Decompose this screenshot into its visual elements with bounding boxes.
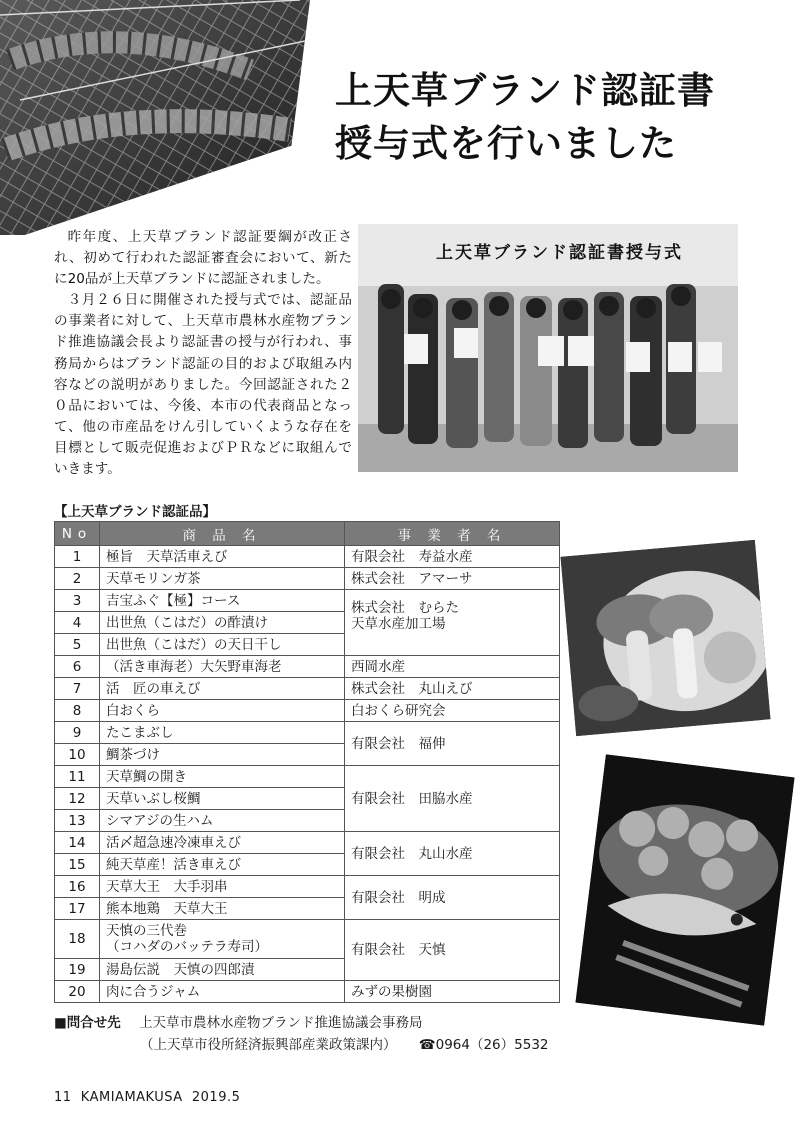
table-row — [55, 766, 560, 788]
row-product: たこまぶし — [100, 722, 345, 744]
row-no: 12 — [55, 788, 100, 810]
table-row — [55, 832, 560, 854]
row-company: 有限会社 天慎 — [345, 920, 560, 981]
table-row — [55, 590, 560, 612]
row-product: 天草鯛の開き — [100, 766, 345, 788]
row-no: 19 — [55, 959, 100, 981]
row-company: 株式会社 丸山えび — [345, 678, 560, 700]
table-row — [55, 722, 560, 744]
intro-paragraph-1: 昨年度、上天草ブランド認証要綱が改正され、初めて行われた認証審査会において、新たに20品が上天草ブランドに認証されました。 — [54, 229, 352, 288]
table-row — [55, 678, 560, 700]
intro-paragraph-2: ３月２６日に開催された授与式では、認証品の事業者に対して、上天草市農林水産物ブランド推進協議会長より認証書の授与が行われ、事務局からはブランド認証の目的および取組み内容などの説明がありました。今回認証された２０品においては、今後、本市の代表商品となって、他の市産品をけん引していくような存在を目標として販売促進およびＰＲなどに取組んでいきます。 — [54, 292, 352, 478]
table-row — [55, 568, 560, 590]
row-product: 湯島伝説 天慎の四郎漬 — [100, 959, 345, 981]
row-product: 純天草産！活き車えび — [100, 854, 345, 876]
row-company: 白おくら研究会 — [345, 700, 560, 722]
row-product: 鯛茶づけ — [100, 744, 345, 766]
row-no: 18 — [55, 920, 100, 959]
contact-detail — [140, 1033, 549, 1053]
row-product: （活き車海老）大矢野車海老 — [100, 656, 345, 678]
row-no: 8 — [55, 700, 100, 722]
contact-phone: ☎0964（26）5532 — [418, 1037, 549, 1053]
table-header-row — [55, 522, 560, 546]
row-no: 11 — [55, 766, 100, 788]
row-product: 活〆超急速冷凍車えび — [100, 832, 345, 854]
row-company: 有限会社 明成 — [345, 876, 560, 920]
row-no: 14 — [55, 832, 100, 854]
row-no: 3 — [55, 590, 100, 612]
contact-info — [54, 1011, 423, 1031]
contact-dept: （上天草市役所経済振興部産業政策課内） — [140, 1037, 397, 1053]
row-no: 9 — [55, 722, 100, 744]
row-no: 13 — [55, 810, 100, 832]
table-row — [55, 700, 560, 722]
row-product: 出世魚（こはだ）の天日干し — [100, 634, 345, 656]
page-title-line1: 上天草ブランド認証書 — [335, 69, 715, 112]
row-no: 7 — [55, 678, 100, 700]
row-no: 5 — [55, 634, 100, 656]
column-header-product: 商 品 名 — [100, 522, 345, 546]
row-product: 吉宝ふぐ【極】コース — [100, 590, 345, 612]
row-no: 16 — [55, 876, 100, 898]
row-product: 極旨 天草活車えび — [100, 546, 345, 568]
ceremony-banner: 上天草ブランド認証書授与式 — [436, 243, 683, 263]
row-product: 天草大王 大手羽串 — [100, 876, 345, 898]
row-product: シマアジの生ハム — [100, 810, 345, 832]
row-company: 有限会社 寿益水産 — [345, 546, 560, 568]
row-product: 天草モリンガ茶 — [100, 568, 345, 590]
page-title-line2: 授与式を行いました — [335, 122, 677, 165]
intro-text — [54, 227, 352, 480]
row-company: 西岡水産 — [345, 656, 560, 678]
table-row — [55, 920, 560, 959]
row-product: 熊本地鶏 天草大王 — [100, 898, 345, 920]
row-company: 有限会社 福伸 — [345, 722, 560, 766]
contact-org: 上天草市農林水産物ブランド推進協議会事務局 — [139, 1015, 423, 1031]
column-header-company: 事 業 者 名 — [345, 522, 560, 546]
table-row — [55, 981, 560, 1003]
seafood-photo — [575, 754, 794, 1025]
row-company: 有限会社 丸山水産 — [345, 832, 560, 876]
row-no: 15 — [55, 854, 100, 876]
mushroom-photo — [561, 540, 771, 736]
row-product: 活 匠の車えび — [100, 678, 345, 700]
row-company: 株式会社 むらた 天草水産加工場 — [345, 590, 560, 656]
row-no: 4 — [55, 612, 100, 634]
row-company: 株式会社 アマーサ — [345, 568, 560, 590]
row-no: 6 — [55, 656, 100, 678]
certified-products-table — [54, 521, 560, 1003]
row-product: 天草いぶし桜鯛 — [100, 788, 345, 810]
row-product: 白おくら — [100, 700, 345, 722]
row-product: 天慎の三代巻 （コハダのバッテラ寿司） — [100, 920, 345, 959]
contact-label: ■問合せ先 — [54, 1015, 121, 1031]
row-no: 10 — [55, 744, 100, 766]
row-no: 1 — [55, 546, 100, 568]
row-no: 2 — [55, 568, 100, 590]
table-row — [55, 656, 560, 678]
table-row — [55, 546, 560, 568]
row-product: 肉に合うジャム — [100, 981, 345, 1003]
row-no: 20 — [55, 981, 100, 1003]
column-header-no: No — [55, 522, 100, 546]
row-product: 出世魚（こはだ）の酢漬け — [100, 612, 345, 634]
shrimp-photo — [0, 0, 310, 235]
table-row — [55, 876, 560, 898]
ceremony-photo — [358, 224, 738, 472]
table-heading: 【上天草ブランド認証品】 — [54, 504, 216, 520]
page-footer: 11 KAMIAMAKUSA 2019.5 — [54, 1090, 241, 1105]
row-company: 有限会社 田脇水産 — [345, 766, 560, 832]
row-company: みずの果樹園 — [345, 981, 560, 1003]
row-no: 17 — [55, 898, 100, 920]
